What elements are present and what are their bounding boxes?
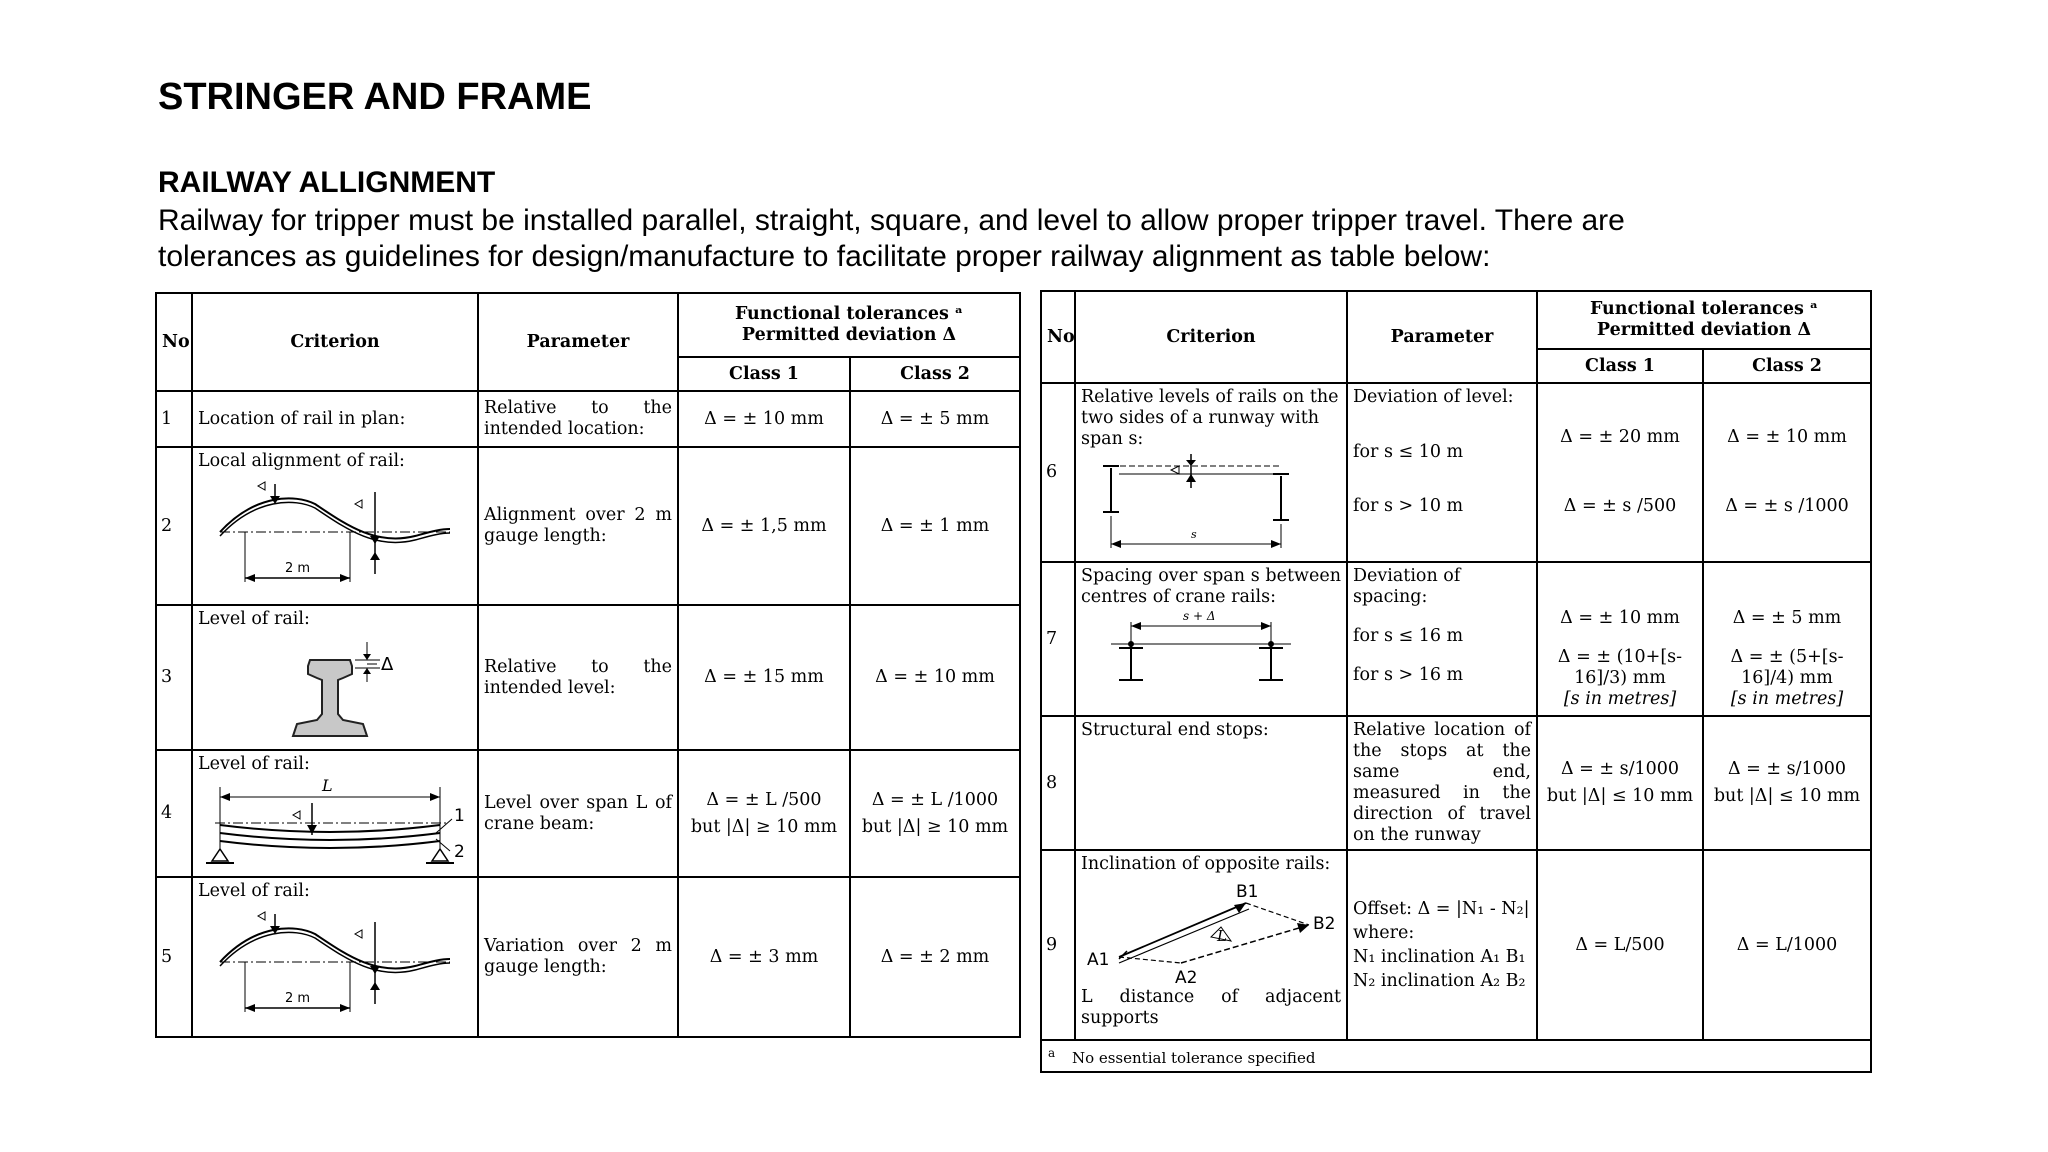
footnote-mark: a xyxy=(1048,1046,1056,1060)
row-criterion: Structural end stops: xyxy=(1075,716,1347,850)
rail-spacing-diagram xyxy=(1091,610,1311,686)
table-footnote-row xyxy=(1041,1040,1871,1072)
row-parameter-text: Level over span L of crane beam: xyxy=(484,792,672,834)
callout-2: 2 xyxy=(454,842,465,862)
row-criterion: Level of rail: xyxy=(198,609,310,629)
row-class2: Δ = ± s/1000 xyxy=(1727,759,1847,779)
row-parameter: Relative to the intended location: xyxy=(478,391,678,447)
row-class2: Δ = ± 5 mm xyxy=(850,391,1020,447)
callout-1: 1 xyxy=(454,806,465,826)
parameter-line-1: Offset: Δ = |N₁ - N₂| xyxy=(1353,898,1530,919)
row-criterion-cell xyxy=(192,447,478,605)
row-parameter-cell xyxy=(1347,562,1537,716)
row-class2-b: Δ = ± (5+[s-16]/4) mm xyxy=(1730,647,1844,688)
row-criterion-cell xyxy=(1075,383,1347,562)
row-class2-cell xyxy=(1703,383,1871,562)
row-parameter-cell xyxy=(1347,383,1537,562)
intro-paragraph: Railway for tripper must be installed parallel, straight, square, and level to allow proper tripper travel. There are tolerances as guidelines for design/manufacture to facilitate proper railway alignment as table below: xyxy=(158,204,1625,273)
header-class1: Class 1 xyxy=(1537,349,1703,383)
header-criterion: Criterion xyxy=(1075,291,1347,383)
table-row xyxy=(1041,383,1871,562)
row-criterion: Level of rail: xyxy=(198,754,310,774)
point-b2: B2 xyxy=(1313,914,1336,934)
row-class1-limit: but |Δ| ≤ 10 mm xyxy=(1546,786,1694,806)
row-class1-a: Δ = ± 10 mm xyxy=(1560,608,1680,628)
row-class1-limit: but |Δ| ≥ 10 mm xyxy=(690,816,838,837)
row-criterion-cell xyxy=(1075,562,1347,716)
row-class1-b: Δ = ± (10+[s-16]/3) mm xyxy=(1557,647,1683,688)
row-criterion: Spacing over span s between centres of crane rails: xyxy=(1081,566,1341,607)
row-class1: Δ = ± 10 mm xyxy=(678,391,850,447)
row-criterion-cell xyxy=(192,605,478,750)
row-class1-cell xyxy=(1537,716,1703,850)
header-functional: Functional tolerances ᵃ xyxy=(1589,299,1819,319)
point-a1: A1 xyxy=(1087,950,1110,970)
spacing-label: s + Δ xyxy=(1183,610,1216,623)
parameter-line-4: N₂ inclination A₂ B₂ xyxy=(1353,970,1526,991)
distance-label: L xyxy=(1217,927,1227,945)
parameter-line-1: for s ≤ 16 m xyxy=(1353,626,1464,646)
row-class2-cell xyxy=(1703,562,1871,716)
row-no: 6 xyxy=(1041,383,1075,562)
tolerance-table-right xyxy=(1040,290,1872,1073)
span-label: s xyxy=(1191,528,1197,541)
row-class1: Δ = ± s/1000 xyxy=(1560,759,1680,779)
parameter-line-2: for s > 10 m xyxy=(1353,496,1464,516)
table-row xyxy=(1041,716,1871,850)
row-class2: Δ = ± L /1000 xyxy=(871,789,999,810)
gauge-length-label: 2 m xyxy=(285,561,311,576)
row-class2: Δ = ± 2 mm xyxy=(850,877,1020,1037)
parameter-line-1: for s ≤ 10 m xyxy=(1353,441,1464,462)
page-title: STRINGER AND FRAME xyxy=(158,76,592,118)
row-class1-b: Δ = ± s /500 xyxy=(1563,496,1677,516)
table-row xyxy=(156,447,1020,605)
parameter-heading: Deviation of spacing: xyxy=(1353,566,1461,607)
row-parameter: Relative to the intended level: xyxy=(478,605,678,750)
header-criterion: Criterion xyxy=(192,293,478,391)
row-class1-note: [s in metres] xyxy=(1563,689,1677,709)
row-class1-a: Δ = ± 20 mm xyxy=(1560,427,1680,447)
header-class2: Class 2 xyxy=(850,357,1020,391)
header-no: No xyxy=(1041,291,1075,383)
header-no: No xyxy=(156,293,192,391)
point-a2: A2 xyxy=(1175,968,1198,987)
parameter-heading: Deviation of level: xyxy=(1353,387,1514,407)
row-class1: Δ = ± 3 mm xyxy=(678,877,850,1037)
header-class1: Class 1 xyxy=(678,357,850,391)
row-class2-limit: but |Δ| ≤ 10 mm xyxy=(1713,786,1861,806)
row-criterion: Relative levels of rails on the two sides of a runway with span s: xyxy=(1081,387,1339,449)
row-class1: Δ = ± 15 mm xyxy=(678,605,850,750)
row-class2: Δ = ± 10 mm xyxy=(850,605,1020,750)
row-class2: Δ = L/1000 xyxy=(1703,850,1871,1040)
point-b1: B1 xyxy=(1236,882,1259,902)
table-row xyxy=(156,750,1020,877)
parameter-line-2: where: xyxy=(1353,922,1415,943)
table-footnote xyxy=(1041,1040,1871,1072)
crane-beam-span-diagram xyxy=(200,777,470,873)
row-parameter: Variation over 2 m gauge length: xyxy=(478,877,678,1037)
parameter-line-3: N₁ inclination A₁ B₁ xyxy=(1353,946,1526,967)
tolerance-table-left xyxy=(155,292,1021,1038)
row-class1: Δ = ± 1,5 mm xyxy=(678,447,850,605)
row-criterion: Level of rail: xyxy=(198,881,310,901)
row-criterion-note: L distance of adjacent supports xyxy=(1081,987,1341,1028)
row-parameter: Alignment over 2 m gauge length: xyxy=(478,447,678,605)
delta-label: Δ xyxy=(381,654,394,675)
row-no: 1 xyxy=(156,391,192,447)
row-criterion-cell xyxy=(1075,850,1347,1040)
row-no: 3 xyxy=(156,605,192,750)
header-permitted: Permitted deviation Δ xyxy=(741,325,957,345)
row-class2-a: Δ = ± 5 mm xyxy=(1732,608,1842,628)
row-criterion-cell xyxy=(192,750,478,877)
rail-section-icon xyxy=(255,632,415,742)
row-parameter xyxy=(478,750,678,877)
row-no: 9 xyxy=(1041,850,1075,1040)
row-class2: Δ = ± 1 mm xyxy=(850,447,1020,605)
row-no: 5 xyxy=(156,877,192,1037)
row-class2-limit: but |Δ| ≥ 10 mm xyxy=(861,816,1009,837)
header-parameter: Parameter xyxy=(478,293,678,391)
table-row xyxy=(156,877,1020,1037)
header-functional-tolerances xyxy=(678,293,1020,357)
header-parameter: Parameter xyxy=(1347,291,1537,383)
row-class2-cell xyxy=(850,750,1020,877)
row-class2-b: Δ = ± s /1000 xyxy=(1725,496,1849,516)
table-row xyxy=(1041,850,1871,1040)
row-no: 4 xyxy=(156,750,192,877)
footnote-text: No essential tolerance specified xyxy=(1071,1049,1316,1067)
table-row xyxy=(156,391,1020,447)
row-class1-cell xyxy=(1537,562,1703,716)
table-row xyxy=(1041,562,1871,716)
parameter-line-2: for s > 16 m xyxy=(1353,665,1464,685)
gauge-length-label: 2 m xyxy=(285,991,311,1006)
row-class2-cell xyxy=(1703,716,1871,850)
row-criterion: Local alignment of rail: xyxy=(198,451,405,471)
row-no: 2 xyxy=(156,447,192,605)
row-no: 7 xyxy=(1041,562,1075,716)
row-criterion: Location of rail in plan: xyxy=(192,391,478,447)
span-label: L xyxy=(322,777,333,795)
row-parameter-cell xyxy=(1347,850,1537,1040)
row-criterion-cell xyxy=(192,877,478,1037)
header-functional-tolerances xyxy=(1537,291,1871,349)
row-criterion: Inclination of opposite rails: xyxy=(1081,854,1331,874)
row-class1-cell xyxy=(1537,383,1703,562)
header-functional: Functional tolerances ᵃ xyxy=(734,304,964,324)
table-row xyxy=(156,605,1020,750)
row-class1: Δ = L/500 xyxy=(1537,850,1703,1040)
row-parameter: Relative location of the stops at the same end, measured in the direction of travel on the runway xyxy=(1347,716,1537,850)
row-class1-cell xyxy=(678,750,850,877)
row-class1: Δ = ± L /500 xyxy=(706,789,822,810)
row-class2-a: Δ = ± 10 mm xyxy=(1727,427,1847,447)
rail-inclination-diagram xyxy=(1081,877,1343,987)
row-no: 8 xyxy=(1041,716,1075,850)
rail-level-variation-diagram xyxy=(215,904,455,1016)
rail-alignment-diagram xyxy=(215,474,455,586)
header-class2: Class 2 xyxy=(1703,349,1871,383)
section-heading: RAILWAY ALLIGNMENT xyxy=(158,166,496,199)
header-permitted: Permitted deviation Δ xyxy=(1596,320,1812,340)
runway-span-level-diagram xyxy=(1091,452,1311,558)
row-class2-note: [s in metres] xyxy=(1730,689,1844,709)
